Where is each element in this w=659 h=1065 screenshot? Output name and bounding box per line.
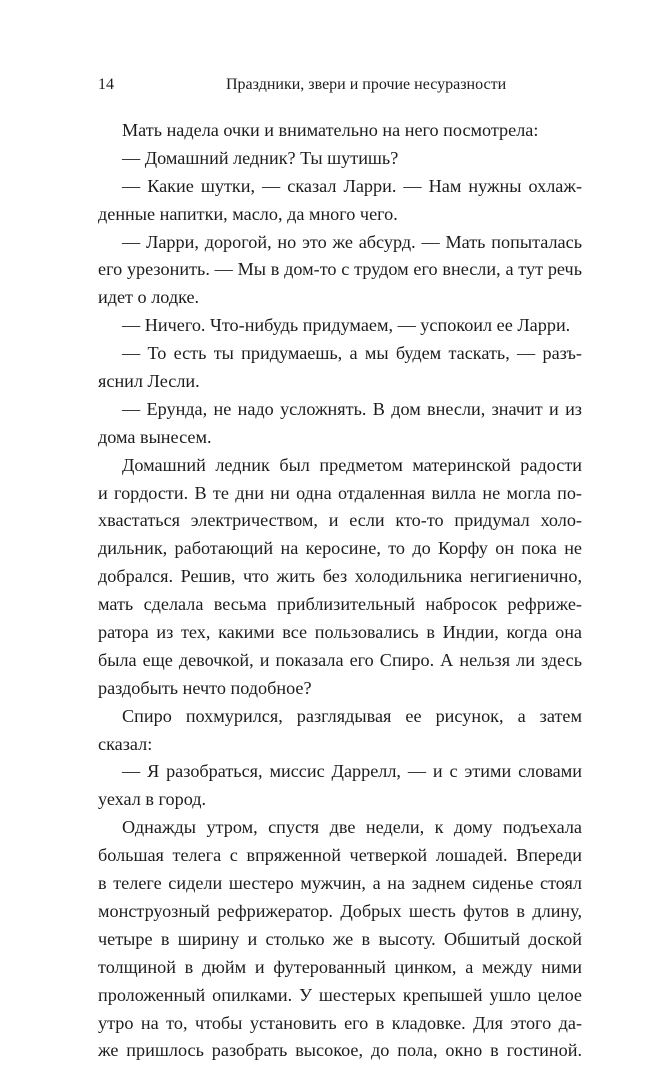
text-line: монструозный рефрижератор. Добрых шесть футов в длину, bbox=[98, 900, 582, 921]
text-line: Домашний ледник был предметом материнской радости bbox=[122, 454, 582, 475]
text-line: яснил Лесли. bbox=[98, 371, 200, 392]
text-line: Мать надела очки и внимательно на него посмотрела: bbox=[122, 120, 539, 140]
text-line: мать сделала весьма приблизительный набросок рефриже- bbox=[98, 594, 582, 615]
text-line: добрался. Решив, что жить без холодильника негигиенично, bbox=[98, 566, 582, 587]
text-line: Спиро похмурился, разглядывая ее рисунок, а затем bbox=[122, 705, 582, 726]
text-line: хвастаться электричеством, и если кто-то придумал холо- bbox=[98, 510, 582, 531]
text-line: денные напитки, масло, да много чего. bbox=[98, 203, 398, 224]
body-text bbox=[98, 117, 582, 1065]
text-line: проложенный опилками. У шестерых крепышей ушло целое bbox=[98, 984, 582, 1005]
text-line: — То есть ты придумаешь, а мы будем таскать, — разъ- bbox=[122, 343, 582, 364]
text-line: Однажды утром, спустя две недели, к дому подъехала bbox=[122, 817, 582, 838]
text-line: утро на то, чтобы установить его в кладовке. Для этого да- bbox=[98, 1012, 582, 1033]
text-line: — Я разобраться, миссис Даррелл, — и с этими словами bbox=[122, 761, 582, 782]
text-line: в телеге сидели шестеро мужчин, а на заднем сиденье стоял bbox=[98, 873, 582, 894]
text-line: же пришлось разобрать высокое, до пола, окно в гостиной. bbox=[98, 1040, 582, 1061]
page-number: 14 bbox=[98, 76, 114, 93]
text-line: дильник, работающий на керосине, то до Корфу он пока не bbox=[98, 538, 582, 559]
text-line: и гордости. В те дни ни одна отдаленная вилла не могла по- bbox=[98, 482, 582, 503]
text-line: толщиной в дюйм и футерованный цинком, а между ними bbox=[98, 956, 582, 977]
text-line: сказал: bbox=[98, 733, 153, 754]
text-line: была еще девочкой, и показала его Спиро. А нельзя ли здесь bbox=[98, 649, 582, 670]
text-line: ратора из тех, какими все пользовались в Индии, когда она bbox=[98, 622, 582, 643]
text-line: дома вынесем. bbox=[98, 426, 212, 447]
text-line: четыре в ширину и столько же в высоту. Обшитый доской bbox=[98, 928, 582, 949]
text-line: большая телега с впряженной четверкой лошадей. Впереди bbox=[98, 845, 582, 866]
text-line: — Ерунда, не надо усложнять. В дом внесли, значит и из bbox=[122, 398, 582, 419]
text-line: — Домашний ледник? Ты шутишь? bbox=[122, 147, 399, 168]
text-line: — Ларри, дорогой, но это же абсурд. — Мать попыталась bbox=[122, 231, 582, 252]
running-title: Праздники, звери и прочие несуразности bbox=[226, 76, 507, 93]
text-line: — Какие шутки, — сказал Ларри. — Нам нужны охлаж- bbox=[122, 175, 582, 196]
text-line: идет о лодке. bbox=[98, 287, 200, 308]
running-head bbox=[98, 74, 582, 96]
text-line: раздобыть нечто подобное? bbox=[98, 677, 312, 698]
text-line: — Ничего. Что-нибудь придумаем, — успокоил ее Ларри. bbox=[122, 315, 571, 336]
text-line: его урезонить. — Мы в дом-то с трудом его внесли, а тут речь bbox=[98, 259, 582, 280]
text-line: уехал в город. bbox=[98, 789, 207, 810]
